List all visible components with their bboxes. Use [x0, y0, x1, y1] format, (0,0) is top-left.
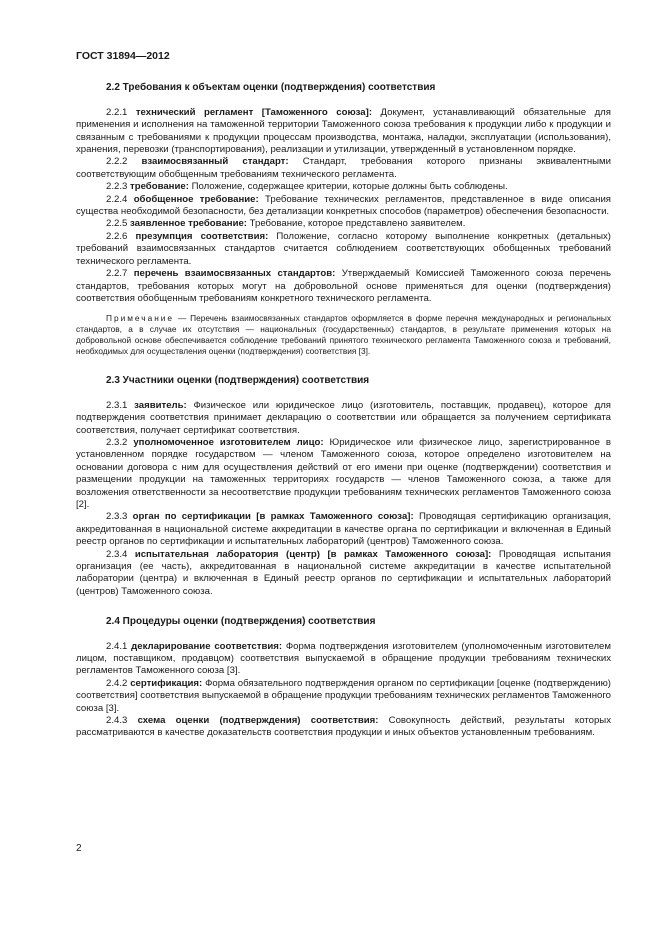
- page-number: 2: [76, 843, 82, 854]
- standard-header: ГОСТ 31894—2012: [76, 50, 170, 62]
- definition-2-4-2: 2.4.2 сертификация: Форма обязательного подтверждения органом по сертификации [оценке (подтверждению) соответствия] соответствия выпускаемой в обращение продукции требованиям технических регламентов Таможенного союза [3].: [76, 677, 611, 714]
- definition-2-2-4: 2.2.4 обобщенное требование: Требование технических регламентов, представленное в виде описания существа необходимой безопасности, без детализации конкретных способов (параметров) обеспечения безопасности.: [76, 193, 611, 218]
- definition-2-2-6: 2.2.6 презумпция соответствия: Положение, согласно которому выполнение конкретных (детальных) требований взаимосвязанных стандартов считается соблюдением соответствующих обобщенных требований технического регламента.: [76, 230, 611, 267]
- section-2-4: [76, 616, 611, 740]
- definition-2-2-1: 2.2.1 технический регламент [Таможенного союза]: Документ, устанавливающий обязательные для применения и исполнения на таможенной территории Таможенного союза требования к продукции либо к продукции и связанным с требованиями к продукции процессам производства, монтажа, наладки, эксплуатации (использования), хранения, перевозки (транспортирования), реализации и утилизации, утвержденный в установленном порядке.: [76, 106, 611, 156]
- definition-2-3-4: 2.3.4 испытательная лаборатория (центр) [в рамках Таможенного союза]: Проводящая испытания организация (ее часть), аккредитованная в национальной системе аккредитации в качестве испытательной лаборатории (центра) и включенная в Единый реестр органов по сертификации и испытательных лабораторий (центров) Таможенного союза.: [76, 548, 611, 597]
- section-title: 2.3 Участники оценки (подтверждения) соответствия: [106, 375, 370, 387]
- definition-2-2-5: 2.2.5 заявленное требование: Требование, которое представлено заявителем.: [106, 218, 466, 230]
- note-2-2-7: Примечание — Перечень взаимосвязанных стандартов оформляется в форме перечня международных и региональных стандартов, а в случае их отсутствия — национальных (государственных) стандартов, в результате применения которых на добровольной основе обеспечивается соблюдение требований принятого технического регламента Таможенного союза и требований, необходимых для осуществления оценки (подтверждения) соответствия [3].: [76, 313, 611, 357]
- definition-2-3-3: 2.3.3 орган по сертификации [в рамках Таможенного союза]: Проводящая сертификацию организация, аккредитованная в национальной системе аккредитации в качестве органа по сертификации и включенная в Единый реестр органов по сертификации и испытательных лабораторий (центров) Таможенного союза.: [76, 511, 612, 548]
- section-title: 2.2 Требования к объектам оценки (подтверждения) соответствия: [106, 82, 436, 94]
- definition-2-4-3: 2.4.3 схема оценки (подтверждения) соответствия: Совокупность действий, результаты которых рассматриваются в качестве доказательств соответствия продукции и иных объектов установленным требованиям.: [76, 715, 611, 739]
- definition-2-2-3: 2.2.3 требование: Положение, содержащее критерии, которые должны быть соблюдены.: [106, 181, 508, 193]
- section-title: 2.4 Процедуры оценки (подтверждения) соответствия: [106, 616, 376, 628]
- section-2-2: [76, 82, 611, 357]
- definition-2-3-1: 2.3.1 заявитель: Физическое или юридическое лицо (изготовитель, поставщик, продавец), которое для подтверждения соответствия принимает декларацию о соответствии или обращается за получением сертификата соответствия, получает сертификат соответствия.: [76, 399, 612, 436]
- definition-2-2-2: 2.2.2 взаимосвязанный стандарт: Стандарт, требования которого признаны эквивалентными соответствующим обобщенным требованиям технического регламента.: [76, 156, 612, 180]
- definition-2-4-1: 2.4.1 декларирование соответствия: Форма подтверждения изготовителем (уполномоченным изготовителем лицом, поставщиком, продавцом) соответствия выпускаемой в обращение продукции требованиям технических регламентов Таможенного союза [3].: [76, 640, 611, 677]
- section-2-3: [76, 375, 611, 598]
- definition-2-2-7: 2.2.7 перечень взаимосвязанных стандартов: Утверждаемый Комиссией Таможенного союза перечень стандартов, требования которых могут на добровольной основе применяться для оценки (подтверждения) соответствия обобщенным требованиям конкретного технического регламента.: [76, 268, 612, 304]
- definition-2-3-2: 2.3.2 уполномоченное изготовителем лицо: Юридическое или физическое лицо, зарегистрированное в установленном порядке государством — членом Таможенного союза, которое определено изготовителем на основании договора с ним для осуществления действий от его имени при оценке (подтверждении) соответствия и размещении продукции на таможенных территориях государств — членов Таможенного союза, а также для возложения ответственности за несоответствие продукции требованиям технических регламентов Таможенного союза [2].: [76, 436, 612, 510]
